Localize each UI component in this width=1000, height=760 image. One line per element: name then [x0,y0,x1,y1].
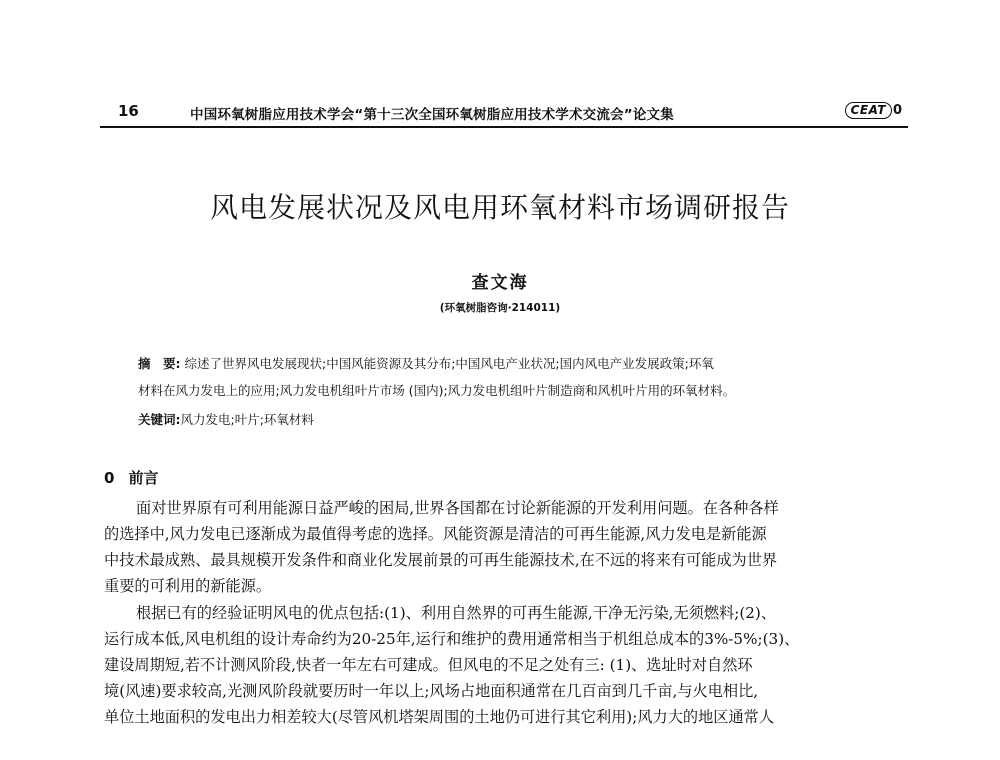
paragraph-advantages [104,600,908,730]
author-name: 查文海 [471,273,529,293]
running-title: 中国环氧树脂应用技术学会“第十三次全国环氧树脂应用技术学术交流会”论文集 [190,107,674,123]
paragraph-line: 建设周期短,若不计测风阶段,快者一年左右可建成。但风电的不足之处有三: (1)、选址时对自然环 [104,656,753,674]
running-header [100,100,908,128]
keywords-text: 风力发电;叶片;环氧材料 [180,412,314,427]
paragraph-intro [104,495,908,599]
ceat-logo [845,100,902,120]
paragraph-line: 根据已有的经验证明风电的优点包括:(1)、利用自然界的可再生能源,干净无污染,无须燃料;(2)、 [136,604,777,622]
ceat-logo-suffix: 0 [892,102,902,118]
paragraph-line: 面对世界原有可利用能源日益严峻的困局,世界各国都在讨论新能源的开发利用问题。在各种各样 [136,499,779,517]
section-number: 0 [104,469,115,487]
section-heading [104,467,158,488]
paragraph-line: 境(风速)要求较高,光测风阶段就要历时一年以上;风场占地面积通常在几百亩到几千亩,与火电相比, [104,682,759,700]
paper-title: 风电发展状况及风电用环氧材料市场调研报告 [209,191,790,224]
abstract-text-1: 综述了世界风电发展现状;中国风能资源及其分布;中国风电产业状况;国内风电产业发展政策;环氧 [184,356,714,371]
paragraph-line: 重要的可利用的新能源。 [104,577,272,595]
keywords [138,410,314,428]
abstract-line-1 [138,350,918,377]
paragraph-line: 的选择中,风力发电已逐渐成为最值得考虑的选择。风能资源是清洁的可再生能源,风力发电是新能源 [104,525,767,543]
section-title: 前言 [128,469,159,487]
abstract-line-2: 材料在风力发电上的应用;风力发电机组叶片市场 (国内);风力发电机组叶片制造商和风机叶片用的环氧材料。 [138,383,736,398]
page-number: 16 [118,102,139,120]
ceat-logo-mark: CEAT [845,102,892,119]
paragraph-line: 单位土地面积的发电出力相差较大(尽管风机塔架周围的土地仍可进行其它利用);风力大的地区通常人 [104,708,775,726]
abstract-label: 摘 要: [138,356,181,371]
author-affiliation: (环氧树脂咨询·214011) [439,302,561,314]
paragraph-line: 运行成本低,风电机组的设计寿命约为20-25年,运行和维护的费用通常相当于机组总成本的3%-5%;(3)、 [104,630,800,648]
abstract [138,350,918,404]
paragraph-line: 中技术最成熟、最具规模开发条件和商业化发展前景的可再生能源技术,在不远的将来有可能成为世界 [104,551,778,569]
keywords-label: 关键词: [138,412,181,427]
